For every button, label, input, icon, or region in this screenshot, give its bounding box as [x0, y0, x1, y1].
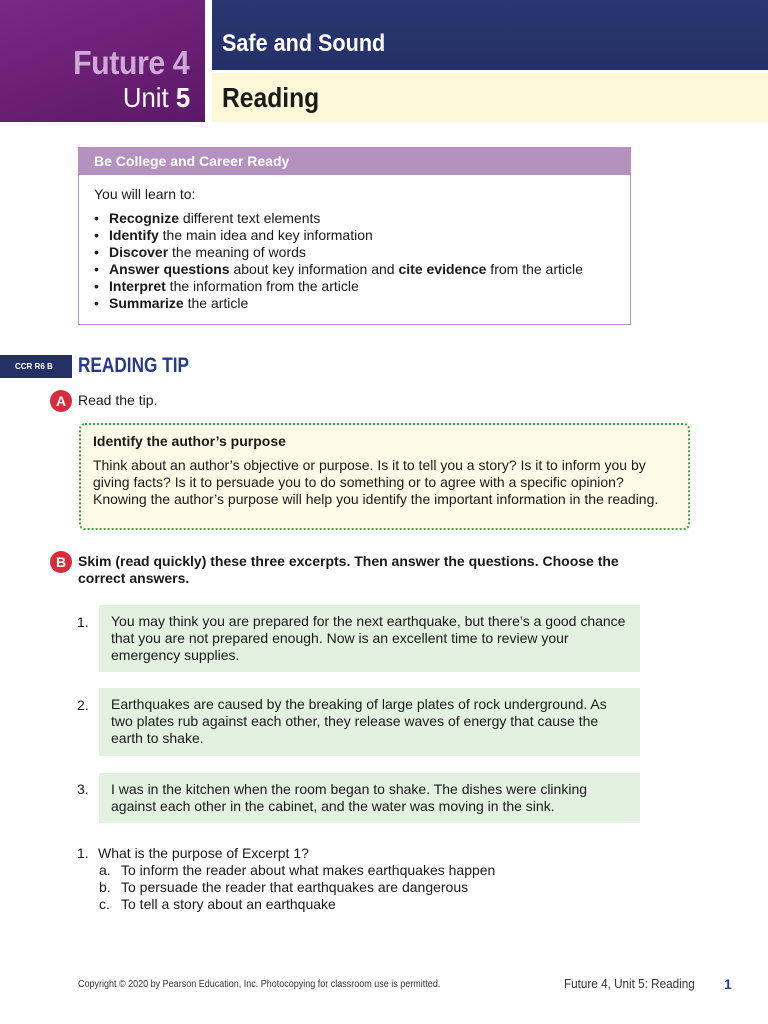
objectives-box	[78, 147, 631, 325]
copyright-notice: Copyright © 2020 by Pearson Education, Inc. Photocopying for classroom use is permitted.	[78, 979, 441, 990]
series-title: Future 4	[72, 44, 189, 81]
unit-word: Unit	[122, 82, 169, 113]
excerpt-number: 1.	[77, 614, 89, 630]
option-c[interactable]: To tell a story about an earthquake	[121, 896, 336, 912]
option-letter: a.	[99, 862, 111, 878]
objective-item: • Recognize different text elements	[94, 210, 583, 227]
unit-banner	[0, 0, 205, 122]
step-a-badge: A	[50, 390, 72, 412]
objective-item: • Answer questions about key information and cite evidence from the article	[94, 261, 583, 278]
option-a[interactable]: To inform the reader about what makes earthquakes happen	[121, 862, 496, 878]
header-divider	[205, 0, 212, 122]
question-number: 1.	[77, 845, 89, 861]
objective-item: • Interpret the information from the article	[94, 278, 583, 295]
objective-item: • Summarize the article	[94, 295, 583, 312]
reading-tip-heading: READING TIP	[78, 354, 189, 377]
objective-item: • Discover the meaning of words	[94, 244, 583, 261]
standard-tag: CCR R6 B	[0, 355, 72, 378]
tip-body: Think about an author’s objective or purpose. Is it to tell you a story? Is it to inform you by giving facts? Is it to persuade you to do something or to agree with a specific opinion? Knowing the author’s purpose will help you identify the important information in the reading.	[93, 457, 659, 507]
step-b-instruction-line2: correct answers.	[78, 570, 190, 586]
tip-box	[79, 423, 690, 530]
option-letter: c.	[99, 896, 110, 912]
unit-title: Safe and Sound	[222, 30, 386, 57]
excerpt-number: 2.	[77, 697, 89, 713]
step-b-instruction-line1: Skim (read quickly) these three excerpts. Then answer the questions. Choose the	[78, 553, 619, 569]
excerpt-box: You may think you are prepared for the next earthquake, but there’s a good chance that you are not prepared enough. Now is an excellent time to review your emergency supplies.	[99, 605, 640, 672]
step-a-instruction: Read the tip.	[78, 392, 158, 408]
objectives-heading: Be College and Career Ready	[79, 148, 630, 175]
unit-number: 5	[175, 82, 190, 113]
excerpt-box: I was in the kitchen when the room began to shake. The dishes were clinking against each other in the cabinet, and the water was moving in the sink.	[99, 773, 640, 823]
question-text: What is the purpose of Excerpt 1?	[98, 845, 309, 861]
excerpt-box: Earthquakes are caused by the breaking of large plates of rock underground. As two plates rub against each other, they release waves of energy that cause the earth to shake.	[99, 688, 640, 756]
option-letter: b.	[99, 879, 111, 895]
unit-label	[123, 82, 190, 114]
objectives-intro: You will learn to:	[94, 186, 196, 202]
step-b-badge: B	[50, 551, 72, 573]
objective-item: • Identify the main idea and key information	[94, 227, 583, 244]
running-title: Future 4, Unit 5: Reading	[564, 976, 695, 991]
option-b[interactable]: To persuade the reader that earthquakes are dangerous	[121, 879, 469, 895]
unit-title-bar	[212, 0, 768, 70]
excerpt-number: 3.	[77, 781, 89, 797]
tip-title: Identify the author’s purpose	[93, 433, 286, 449]
section-title: Reading	[222, 82, 320, 113]
section-title-bar	[212, 73, 768, 122]
objectives-list	[94, 210, 583, 312]
page-number: 1	[724, 976, 732, 992]
